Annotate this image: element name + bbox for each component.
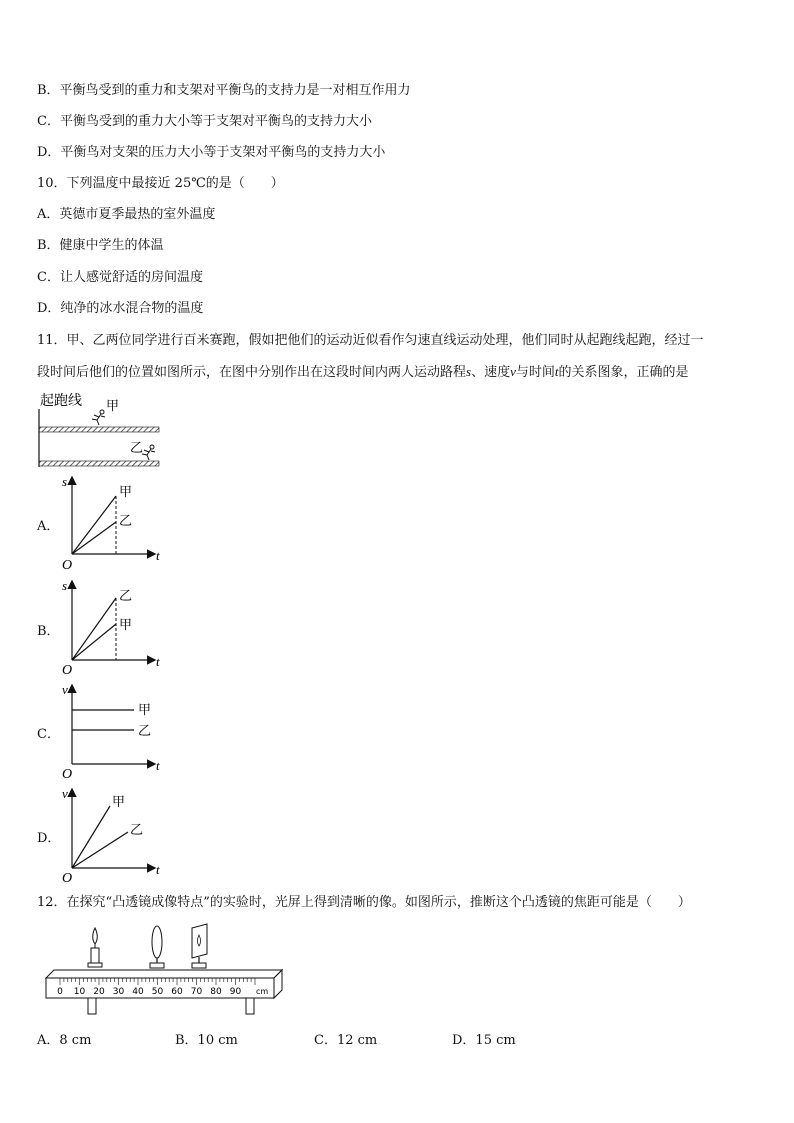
graph-d-origin: O <box>62 871 73 886</box>
graph-c-lower-label: 乙 <box>138 724 152 739</box>
ruler-unit: cm <box>256 987 269 996</box>
q10-option-d: D．纯净的冰水混合物的温度 <box>37 301 204 316</box>
optical-bench-figure <box>42 922 287 1018</box>
q10-option-c: C．让人感觉舒适的房间温度 <box>37 270 203 285</box>
q12-option-c: C．12 cm <box>314 1033 378 1048</box>
graph-a-origin: O <box>62 558 73 573</box>
graph-a-upper-label: 甲 <box>119 485 133 500</box>
q11-stem-text-b: 、速度 <box>471 365 511 380</box>
ruler-label: 80 <box>210 987 222 997</box>
runner-yi-label: 乙 <box>130 441 144 456</box>
graph-c-y-label: v <box>62 682 68 697</box>
track-bottom <box>39 461 159 466</box>
q11-stem-text-a: 段时间后他们的位置如图所示，在图中分别作出在这段时间内两人运动路程 <box>37 365 467 380</box>
q11-var-t: t <box>554 364 559 379</box>
q11-option-b-label: B． <box>37 624 60 639</box>
start-line-label: 起跑线 <box>40 393 82 409</box>
graph-d-upper-label: 甲 <box>112 795 126 810</box>
race-track-figure <box>36 392 166 472</box>
graph-a-y-label: s <box>62 474 68 489</box>
q9-option-c: C．平衡鸟受到的重力大小等于支架对平衡鸟的支持力大小 <box>37 114 372 129</box>
ruler-label: 50 <box>151 987 164 997</box>
ruler-label: 20 <box>93 987 105 997</box>
graph-a-lower-label: 乙 <box>119 514 133 529</box>
graph-a-line-lower <box>72 522 116 554</box>
graph-c <box>56 682 171 782</box>
q11-option-a-label: A． <box>37 519 60 534</box>
q12-option-a: A．8 cm <box>37 1033 92 1048</box>
q9-option-d: D．平衡鸟对支架的压力大小等于支架对平衡鸟的支持力大小 <box>37 145 386 160</box>
graph-a-x-label: t <box>156 548 160 563</box>
candle <box>88 928 102 967</box>
ruler-label: 60 <box>171 987 183 997</box>
graph-b-lower-label: 甲 <box>119 618 133 633</box>
q12-option-b: B．10 cm <box>175 1033 238 1048</box>
ruler-label: 30 <box>112 987 125 997</box>
graph-b <box>56 578 171 678</box>
graph-a-line-upper <box>72 496 116 554</box>
ruler-label: 90 <box>229 987 242 997</box>
light-screen <box>192 924 207 968</box>
q11-var-s: s <box>466 364 472 379</box>
graph-b-y-label: s <box>62 578 68 593</box>
ruler-label: 10 <box>73 987 86 997</box>
q11-stem-line2 <box>37 362 689 383</box>
q11-stem-text-c: 与时间 <box>515 365 555 380</box>
convex-lens <box>150 926 164 968</box>
graph-b-upper-label: 乙 <box>119 589 133 604</box>
graph-c-x-label: t <box>156 758 160 773</box>
graph-d-line-lower <box>72 832 128 868</box>
q11-var-v: v <box>510 364 516 379</box>
ruler-label: 0 <box>57 987 63 997</box>
graph-b-x-label: t <box>156 654 160 669</box>
graph-d-lower-label: 乙 <box>130 823 144 838</box>
ruler-label: 70 <box>190 987 203 997</box>
runner-yi-icon <box>142 445 155 460</box>
q11-stem-line1: 11．甲、乙两位同学进行百米赛跑，假如把他们的运动近似看作匀速直线运动处理，他们同时从起跑线起跑，经过一 <box>37 333 704 348</box>
graph-d-y-label: v <box>62 786 68 801</box>
graph-a <box>56 474 171 574</box>
q11-option-d-label: D． <box>37 831 61 846</box>
runner-jia-icon <box>92 410 105 425</box>
q11-stem-text-d: 的关系图象，正确的是 <box>558 365 689 380</box>
graph-d-line-upper <box>72 806 110 868</box>
graph-d-x-label: t <box>156 862 160 877</box>
q11-option-c-label: C． <box>37 727 60 742</box>
q12-stem: 12．在探究“凸透镜成像特点”的实验时，光屏上得到清晰的像。如图所示，推断这个凸透镜的焦距可能是（ ） <box>37 895 691 910</box>
track-divider <box>39 427 159 432</box>
graph-b-origin: O <box>62 663 73 678</box>
q10-stem: 10．下列温度中最接近 25℃的是（ ） <box>37 176 284 191</box>
runner-jia-label: 甲 <box>106 399 120 414</box>
q10-option-b: B．健康中学生的体温 <box>37 238 164 253</box>
graph-c-origin: O <box>62 767 73 782</box>
ruler-label: 40 <box>132 987 144 997</box>
q12-option-d: D．15 cm <box>452 1033 516 1048</box>
graph-c-upper-label: 甲 <box>138 703 152 718</box>
q10-option-a: A．英德市夏季最热的室外温度 <box>37 207 216 222</box>
q9-option-b: B．平衡鸟受到的重力和支架对平衡鸟的支持力是一对相互作用力 <box>37 83 411 98</box>
graph-d <box>56 786 171 886</box>
